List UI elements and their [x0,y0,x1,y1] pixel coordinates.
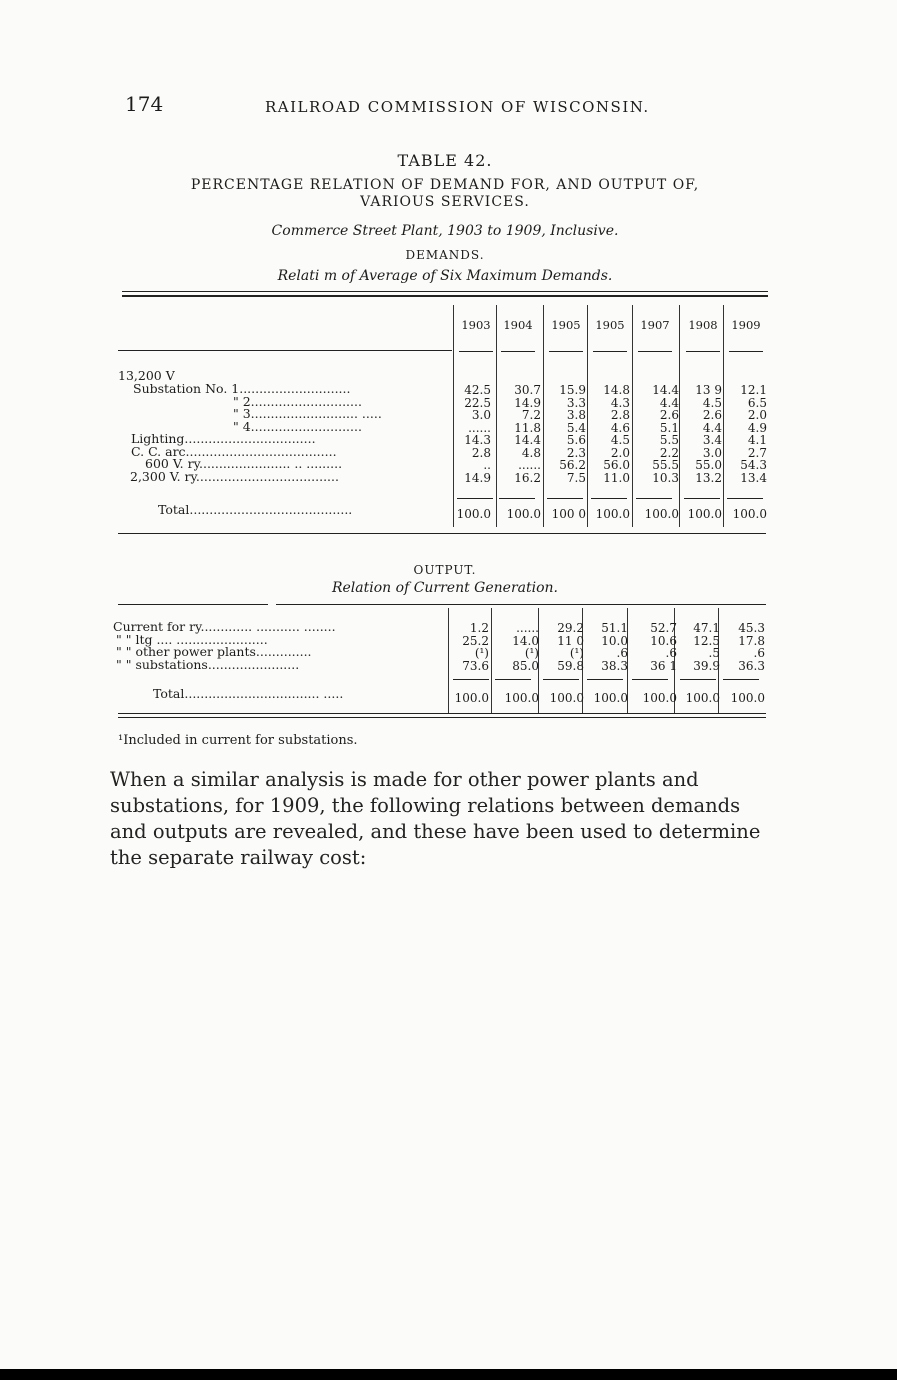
total-cell: 100.0 [456,507,491,521]
row-label: Current for ry............. ........... ........ [113,619,336,634]
rule [632,679,668,680]
data-cell: 14.4 [652,383,679,397]
rule [723,679,759,680]
row-label: " " ltg .... ....................... [116,631,268,647]
row-label: Substation No. 1............................ [133,381,351,396]
rule [686,351,720,352]
data-cell: 12.1 [740,383,767,397]
total-label: Total......................................... [158,502,353,517]
data-cell: ...... [516,621,539,635]
data-cell: 52.7 [650,621,677,635]
data-cell: 10.0 [601,633,628,648]
year-header: 1907 [640,318,670,332]
column-divider [587,305,588,527]
rule [638,351,672,352]
year-header: 1905 [595,318,625,332]
group-label: 13,200 V [118,368,175,383]
rule [118,604,268,605]
rule [593,351,627,352]
data-cell: 3.8 [566,408,586,422]
data-cell: 4.5 [702,395,722,410]
data-cell: 73.6 [462,658,489,673]
total-cell: 100.0 [549,691,584,705]
total-label: Total.................................. ..... [153,686,344,701]
data-cell: 4.4 [702,420,722,435]
rule [547,498,583,499]
plant-caption: Commerce Street Plant, 1903 to 1909, Inclusive. [271,223,619,239]
data-cell: 14.3 [464,433,491,447]
data-cell: 10.3 [652,470,679,485]
row-label: " 2............................ [233,393,362,409]
rule [680,679,716,680]
data-cell: .5 [708,646,720,660]
data-cell: 14.8 [603,383,630,397]
data-cell: 22.5 [464,395,491,410]
column-divider [632,305,633,527]
total-cell: 100.0 [593,691,628,705]
rule [636,498,672,499]
data-cell: 36 1 [650,658,677,673]
data-cell: ...... [468,420,491,435]
rule [453,679,489,680]
total-cell: 100.0 [595,507,630,521]
data-cell: 39.9 [693,658,720,673]
data-cell: 2.7 [747,445,767,460]
data-cell: 13 9 [695,383,722,397]
rule [118,350,452,351]
data-cell: 56.0 [603,458,630,472]
rule [587,679,623,680]
year-header: 1903 [461,318,491,332]
data-cell: 11.0 [603,470,630,485]
total-cell: 100.0 [506,507,541,521]
rule [495,679,531,680]
data-cell: 7.2 [521,408,541,422]
rule [122,291,768,292]
row-label: 2,300 V. ry.................................... [130,468,339,484]
data-cell: 29.2 [557,621,584,635]
data-cell: 55.5 [652,458,679,472]
rule [118,533,766,534]
data-cell: .6 [616,646,628,660]
scan-edge [0,1369,897,1380]
data-cell: 55.0 [695,458,722,472]
rule [457,498,493,499]
rule [276,604,766,605]
rule [591,498,627,499]
demands-caption: Relati m of Average of Six Maximum Demands. [277,268,613,284]
data-cell: 17.8 [738,633,765,648]
data-cell: 42.5 [464,383,491,397]
data-cell: 15.9 [559,383,586,397]
data-cell: ...... [518,458,541,472]
output-heading: OUTPUT. [413,563,477,577]
row-label: " " substations....................... [116,656,300,672]
data-cell: (¹) [569,646,584,660]
demands-heading: DEMANDS. [405,248,485,262]
table-title: TABLE 42. [397,151,493,170]
data-cell: 3.0 [702,445,722,460]
column-divider [679,305,680,527]
data-cell: .6 [753,646,765,660]
data-cell: 13.4 [740,470,767,485]
data-cell: 14.9 [464,470,491,485]
data-cell: 38.3 [601,658,628,673]
data-cell: 5.4 [566,420,586,435]
rule [122,295,768,297]
data-cell: 6.5 [747,395,767,410]
data-cell: 59.8 [557,658,584,673]
data-cell: 51.1 [601,621,628,635]
data-cell: 54.3 [740,458,767,472]
year-header: 1909 [731,318,761,332]
total-cell: 100 0 [551,507,586,521]
row-label: 600 V. ry....................... .. ......... [145,456,343,471]
data-cell: (¹) [524,646,539,660]
output-caption: Relation of Current Generation. [331,580,558,596]
body-paragraph: When a similar analysis is made for other power plants and substations, for 1909, the following relations between demands and outputs are revealed, and these have been used to determine the separate railway cost: [110,768,761,869]
data-cell: 36.3 [738,658,765,673]
data-cell: 4.3 [610,395,630,410]
data-cell: 5.1 [659,420,679,435]
rule [499,498,535,499]
column-divider [496,305,497,527]
data-cell: 4.5 [610,433,630,447]
data-cell: 4.6 [610,420,630,435]
column-divider [448,608,449,713]
data-cell: 14.4 [514,433,541,447]
data-cell: 3.0 [471,408,491,422]
data-cell: 4.4 [659,395,679,410]
row-label: " 4............................ [233,418,362,434]
data-cell: 85.0 [512,658,539,673]
rule [543,679,579,680]
data-cell: 3.3 [566,395,586,410]
data-cell: 4.9 [747,420,767,435]
row-label: C. C. arc...................................... [131,443,337,459]
total-cell: 100.0 [732,507,767,521]
data-cell: 2.6 [702,408,722,422]
table-subtitle-line2: VARIOUS SERVICES. [360,194,530,210]
year-header: 1905 [551,318,581,332]
data-cell: 4.8 [521,445,541,460]
data-cell: 47.1 [693,621,720,635]
column-divider [543,305,544,527]
data-cell: 14.9 [514,395,541,410]
running-head: RAILROAD COMMISSION OF WISCONSIN. [265,98,650,116]
rule [501,351,535,352]
data-cell: 7.5 [566,470,586,485]
data-cell: 2.0 [610,445,630,460]
data-cell: 4.1 [747,433,767,447]
row-label: " " other power plants.............. [116,644,312,659]
data-cell: 10.6 [650,633,677,648]
year-header: 1904 [503,318,533,332]
data-cell: 30.7 [514,383,541,397]
total-cell: 100.0 [504,691,539,705]
data-cell: 11.8 [514,420,541,435]
data-cell: 2.0 [747,408,767,422]
rule [118,717,766,718]
total-cell: 100.0 [644,507,679,521]
data-cell: 2.2 [659,445,679,460]
rule [549,351,583,352]
total-cell: 100.0 [730,691,765,705]
total-cell: 100.0 [642,691,677,705]
total-cell: 100.0 [687,507,722,521]
data-cell: 2.8 [471,445,491,460]
data-cell: .. [483,458,491,472]
table-subtitle [120,177,770,211]
year-header: 1908 [688,318,718,332]
table-subtitle-line1: PERCENTAGE RELATION OF DEMAND FOR, AND OUTPUT OF, [190,177,700,193]
data-cell: 2.3 [566,445,586,460]
data-cell: 56.2 [559,458,586,472]
rule [727,498,763,499]
data-cell: 2.8 [610,408,630,422]
rule [684,498,720,499]
row-label: Lighting................................. [131,431,316,446]
column-divider [491,608,492,713]
data-cell: 5.5 [659,433,679,447]
page-number: 174 [125,92,164,116]
data-cell: 14.0 [512,633,539,648]
data-cell: 3.4 [702,433,722,447]
footnote: ¹Included in current for substations. [118,733,358,748]
data-cell: 1.2 [469,621,489,635]
data-cell: 11 0 [557,633,584,648]
data-cell: 5.6 [566,433,586,447]
data-cell: 2.6 [659,408,679,422]
data-cell: .6 [665,646,677,660]
data-cell: 12.5 [693,633,720,648]
data-cell: 25.2 [462,633,489,648]
data-cell: 16.2 [514,470,541,485]
rule [729,351,763,352]
column-divider [723,305,724,527]
rule [118,713,766,714]
total-cell: 100.0 [685,691,720,705]
data-cell: (¹) [474,646,489,660]
data-cell: 13.2 [695,470,722,485]
data-cell: 45.3 [738,621,765,635]
row-label: " 3........................... ..... [233,406,382,421]
column-divider [453,305,454,527]
rule [459,351,493,352]
total-cell: 100.0 [454,691,489,705]
